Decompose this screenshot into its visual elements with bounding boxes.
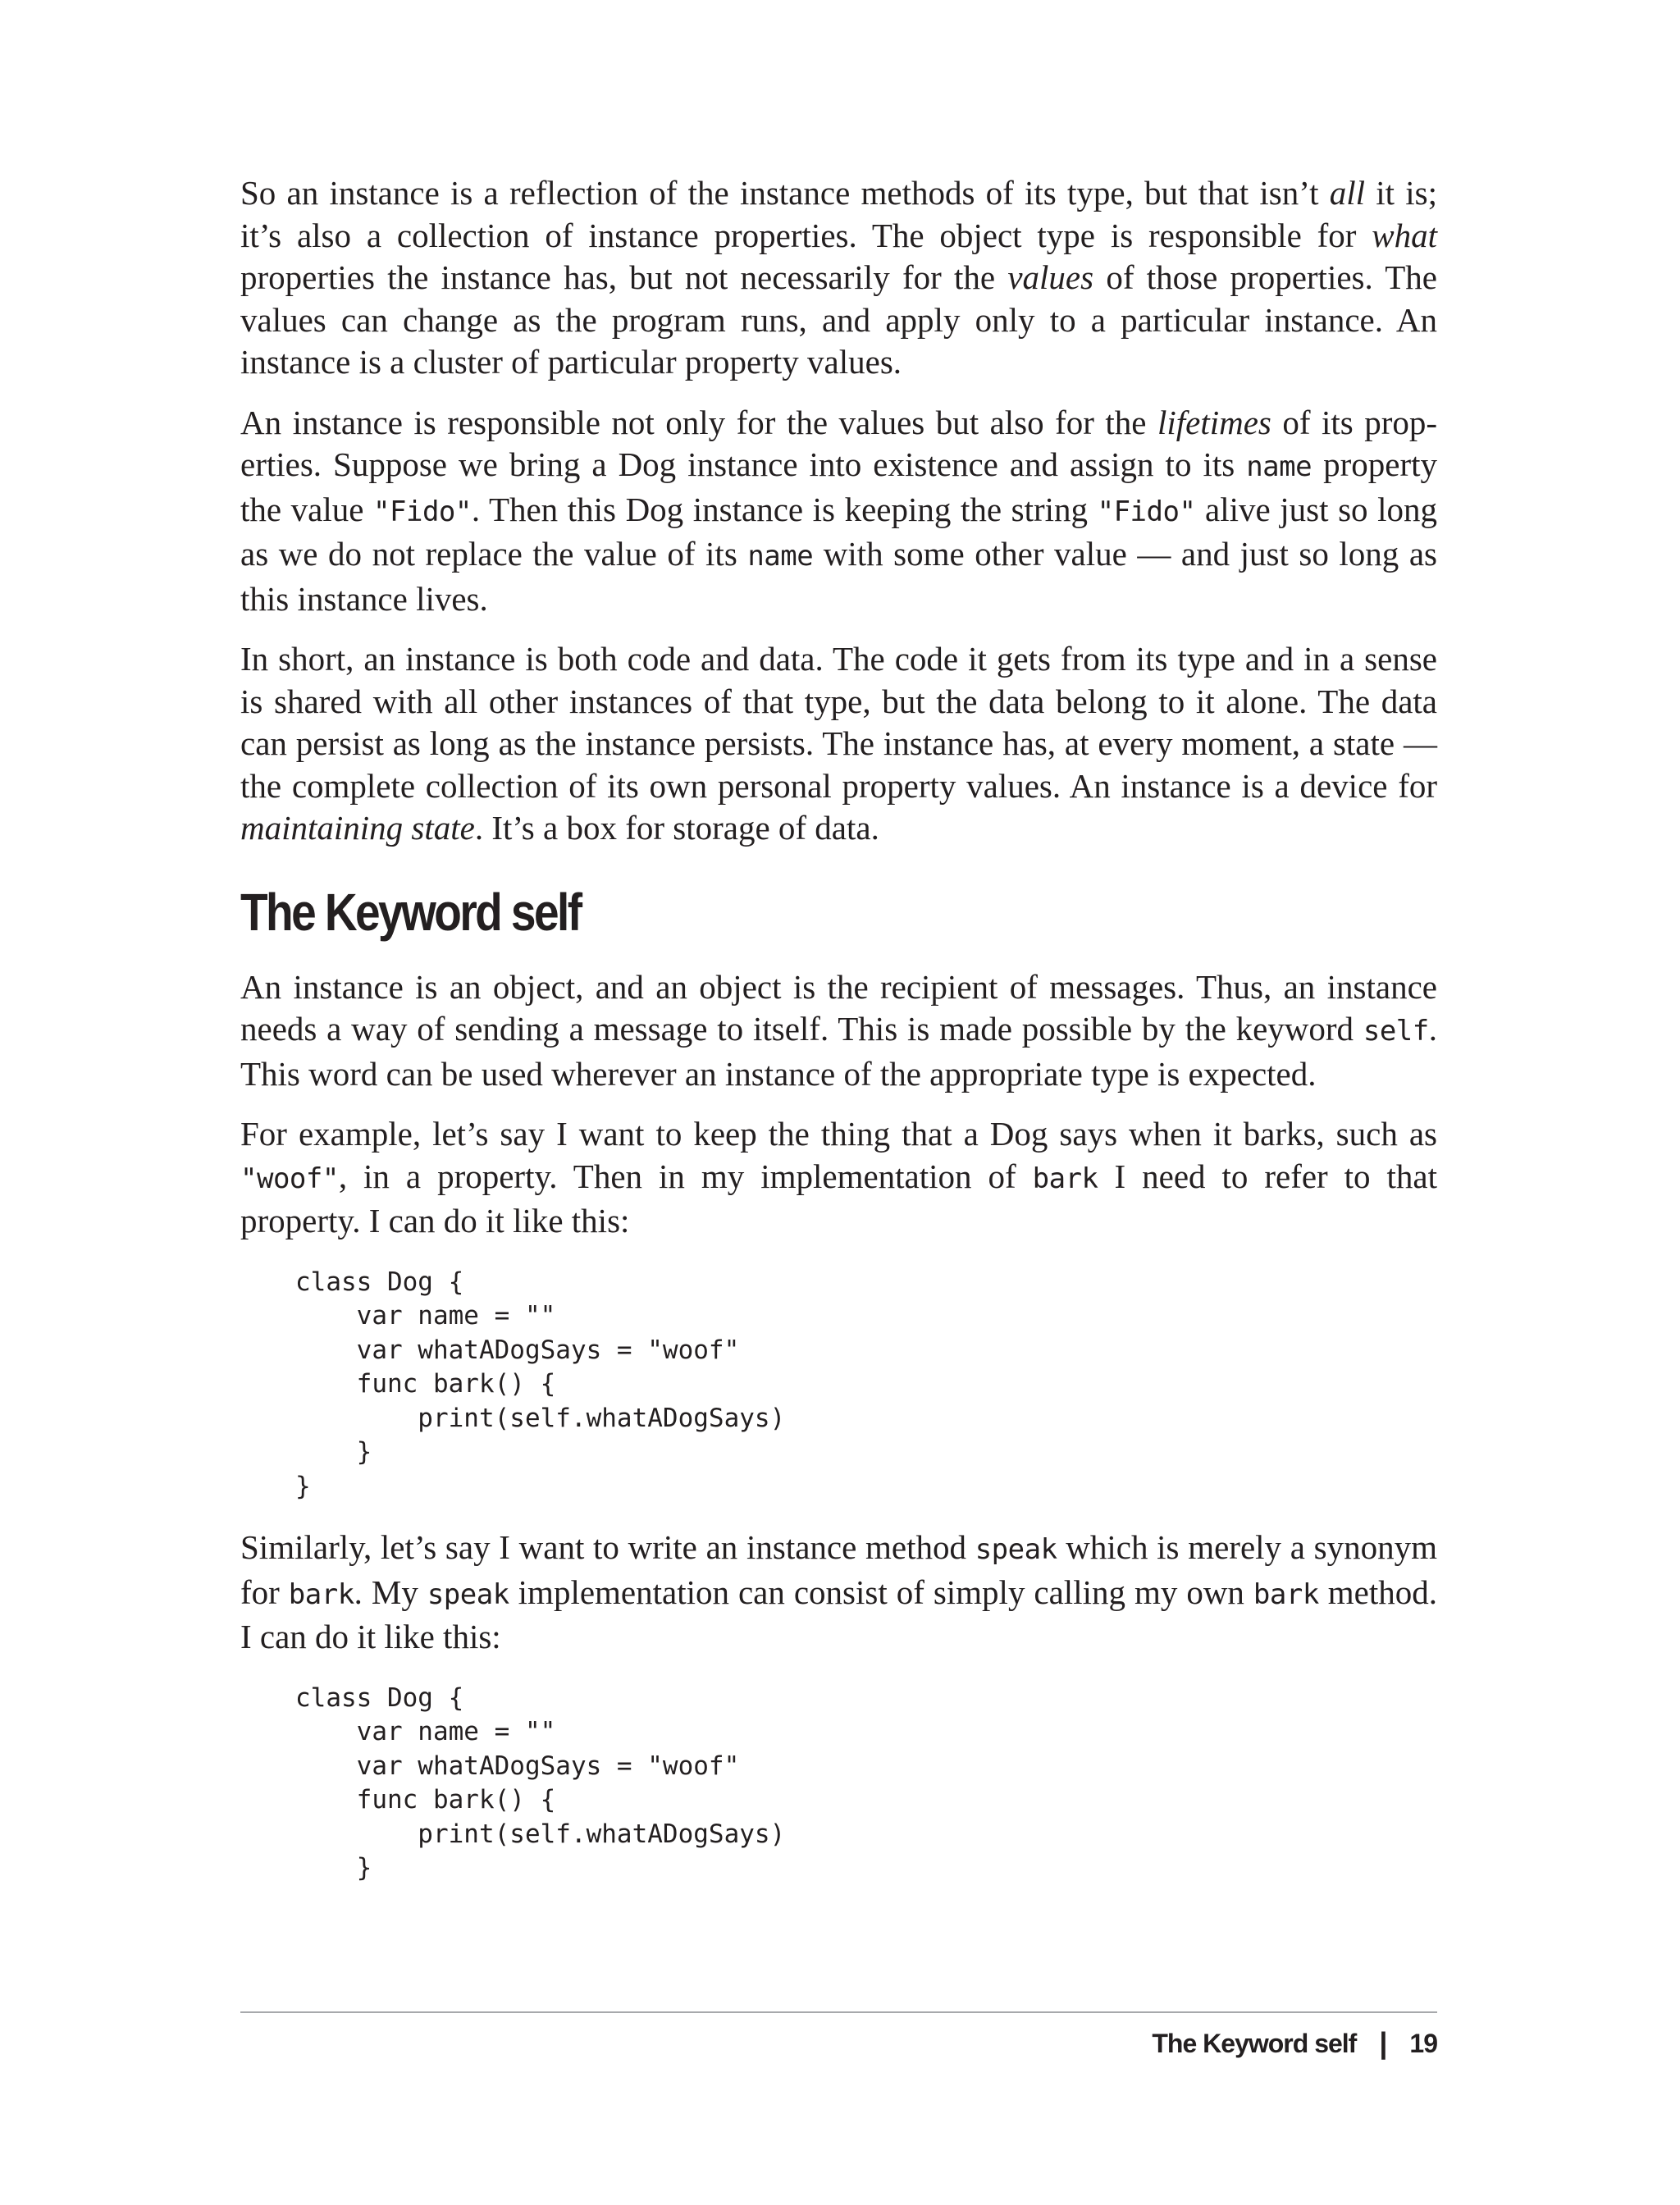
- body-text: I need to refer to that property. I can do it like this:: [240, 1157, 1438, 1239]
- section-heading: The Keyword self: [240, 882, 581, 942]
- inline-code: bark: [1032, 1162, 1098, 1195]
- body-text: . My: [354, 1573, 427, 1611]
- body-text: So an instance is a reflection of the instance methods of its type, but that isn’t: [240, 174, 1330, 212]
- body-text: of its properties. Suppose we bring a Dog instance into existence and assign to its: [240, 403, 1437, 483]
- inline-code: "woof": [240, 1162, 339, 1195]
- body-text: In short, an instance is both code and data. The code it gets from its type and in a sense is shared with all other instances of that type, but the data belong to it alone. The data can persist as long as the instance persists. The instance has, at every moment, a state — the complete collection of its own personal property values. An instance is a device for: [240, 640, 1437, 805]
- body-text: . Then this Dog instance is keeping the string: [471, 490, 1098, 528]
- page-footer: [1152, 2026, 1437, 2061]
- paragraph-instance-properties: [240, 172, 1437, 384]
- paragraph-lifetimes: [240, 402, 1437, 621]
- body-text: with some other value — and just so long as this instance lives.: [240, 535, 1437, 618]
- paragraph-woof-example: [240, 1113, 1437, 1243]
- emphasis-text: values: [1007, 258, 1094, 296]
- inline-code: name: [1246, 450, 1312, 483]
- emphasis-text: all: [1329, 174, 1366, 212]
- body-text: An instance is responsible not only for the values but also for the: [240, 403, 1157, 441]
- footer-divider: [240, 2011, 1437, 2013]
- body-text: For example, let’s say I want to keep the thing that a Dog says when it barks, such as: [240, 1115, 1437, 1153]
- body-text: , in a property. Then in my implementation of: [338, 1157, 1033, 1195]
- body-text: method. I can do it like this:: [240, 1573, 1437, 1655]
- body-text: An instance is an object, and an object is the recipient of messages. Thus, an instance needs a way of sending a message to itself. This is made possible by the keyword: [240, 967, 1437, 1048]
- inline-code: "Fido": [1097, 495, 1196, 528]
- code-block-speak: class Dog { var name = "" var whatADogSays = "woof" func bark() { print(self.whatADogSays) }: [295, 1682, 786, 1883]
- body-text: properties the instance has, but not necessarily for the: [240, 258, 1008, 296]
- footer-section-title: The Keyword self: [1152, 2028, 1357, 2058]
- body-text: alive just so long as we do not replace the value of its: [240, 490, 1437, 573]
- inline-code: bark: [288, 1577, 354, 1611]
- page-content: [240, 172, 1437, 1909]
- body-text: it is; it’s also a collection of instance properties. The object type is responsible for: [240, 174, 1437, 254]
- inline-code: bark: [1253, 1577, 1319, 1611]
- inline-code: speak: [427, 1577, 509, 1611]
- body-text: which is merely a synonym for: [240, 1528, 1437, 1611]
- emphasis-text: what: [1372, 216, 1437, 254]
- body-text: of those properties. The values can change as the program runs, and apply only to a particular instance. An instance is a cluster of particular property values.: [240, 258, 1437, 381]
- body-text: implementation can consist of simply calling my own: [509, 1573, 1253, 1611]
- emphasis-text: lifetimes: [1157, 403, 1271, 441]
- code-block-bark: class Dog { var name = "" var whatADogSays = "woof" func bark() { print(self.whatADogSays) } }: [295, 1267, 786, 1501]
- paragraph-code-and-data: [240, 638, 1437, 850]
- page-number: 19: [1409, 2028, 1437, 2058]
- body-text: property the value: [240, 445, 1437, 528]
- inline-code: self: [1363, 1015, 1429, 1048]
- inline-code: "Fido": [373, 495, 472, 528]
- body-text: . It’s a box for storage of data.: [474, 809, 879, 847]
- inline-code: name: [747, 540, 814, 573]
- inline-code: speak: [975, 1533, 1057, 1566]
- paragraph-keyword-self: [240, 966, 1437, 1096]
- body-text: Similarly, let’s say I want to write an instance method: [240, 1528, 975, 1566]
- footer-separator: |: [1379, 2026, 1387, 2060]
- emphasis-text: maintaining state: [240, 809, 475, 847]
- body-text: . This word can be used wherever an instance of the appropriate type is expected.: [240, 1010, 1437, 1093]
- paragraph-speak-example: [240, 1527, 1437, 1659]
